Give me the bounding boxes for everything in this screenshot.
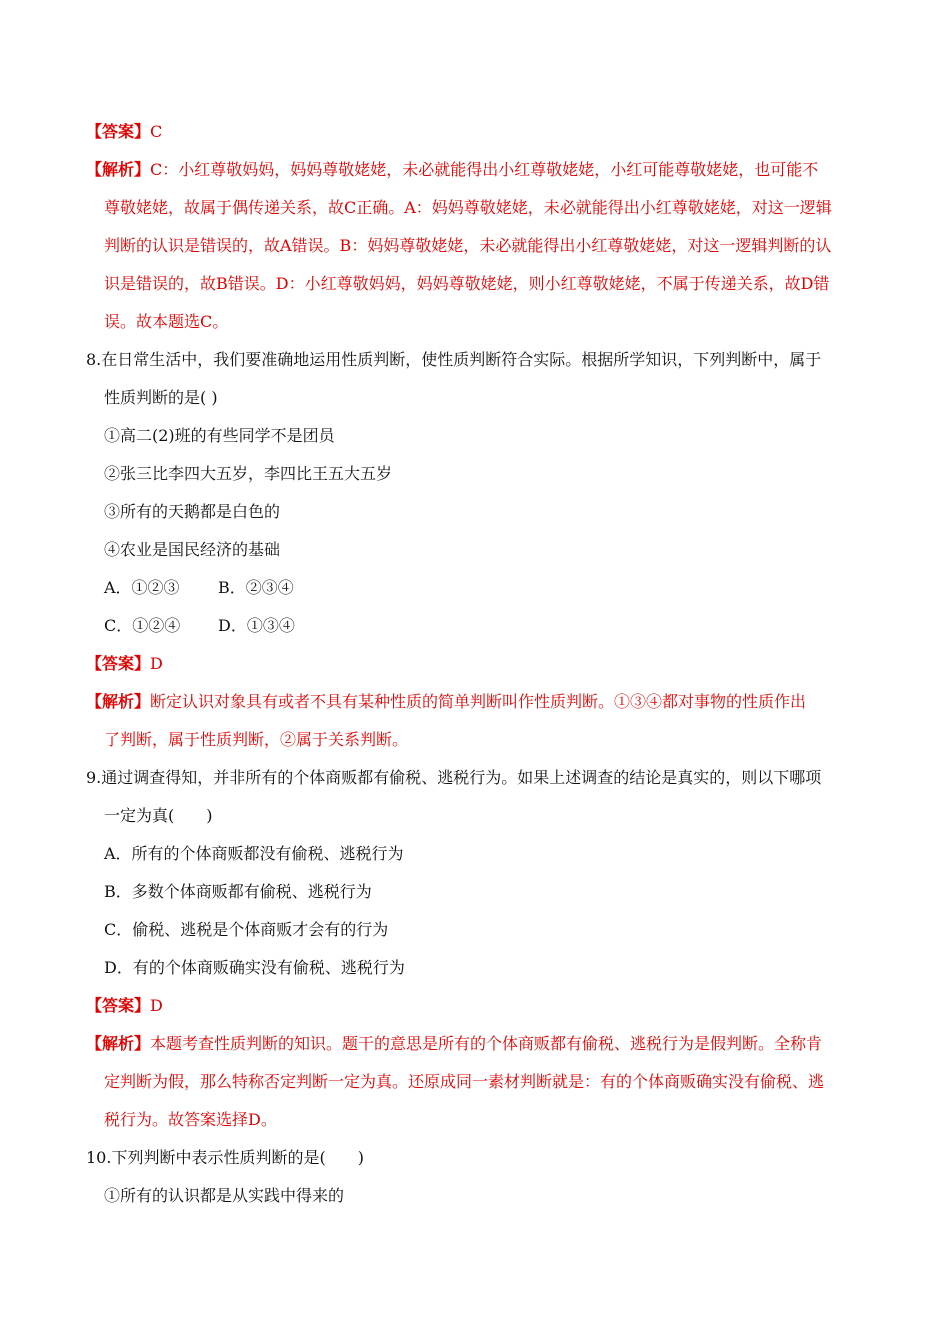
q8-analysis-line-1: 【解析】断定认识对象具有或者不具有某种性质的简单判断叫作性质判断。①③④都对事物的性质作出 <box>86 692 807 711</box>
q9-stem-line-1: 9.通过调查得知，并非所有的个体商贩都有偷税、逃税行为。如果上述调查的结论是真实的，则以下哪项 <box>86 768 822 787</box>
q7-analysis-line-4: 识是错误的，故B错误。D：小红尊敬妈妈，妈妈尊敬姥姥，则小红尊敬姥姥，不属于传递关系，故D错 <box>104 274 830 293</box>
q8-item-1: ①高二(2)班的有些同学不是团员 <box>104 426 335 445</box>
q9-analysis-line-2: 定判断为假，那么特称否定判断一定为真。还原成同一素材判断就是：有的个体商贩确实没有偷税、逃 <box>104 1072 825 1091</box>
q9-option-d: D．有的个体商贩确实没有偷税、逃税行为 <box>104 958 405 977</box>
analysis-tag: 【解析】 <box>86 1034 151 1053</box>
q10-item-1: ①所有的认识都是从实践中得来的 <box>104 1186 345 1205</box>
q9-answer <box>86 996 163 1016</box>
q7-analysis-line-5: 误。故本题选C。 <box>104 312 229 331</box>
q8-answer <box>86 654 163 674</box>
answer-tag: 【答案】 <box>86 654 151 673</box>
q9-answer-value: D <box>150 996 163 1015</box>
q8-analysis-line-2: 了判断，属于性质判断，②属于关系判断。 <box>104 730 409 749</box>
q8-item-4: ④农业是国民经济的基础 <box>104 540 281 559</box>
q9-analysis-line-1: 【解析】本题考查性质判断的知识。题干的意思是所有的个体商贩都有偷税、逃税行为是假判断。全称肯 <box>86 1034 823 1053</box>
analysis-tag: 【解析】 <box>86 692 151 711</box>
q7-answer <box>86 122 162 142</box>
q8-item-2: ②张三比李四大五岁，李四比王五大五岁 <box>104 464 393 483</box>
q10-stem: 10.下列判断中表示性质判断的是( ) <box>86 1148 364 1167</box>
q7-analysis-line-1: 【解析】C：小红尊敬妈妈，妈妈尊敬姥姥，未必就能得出小红尊敬姥姥，小红可能尊敬姥姥，也可能不 <box>86 160 819 179</box>
q9-stem-line-2: 一定为真( ) <box>104 806 213 825</box>
q9-analysis-line-3: 税行为。故答案选择D。 <box>104 1110 277 1129</box>
q7-analysis-line-2: 尊敬姥姥，故属于偶传递关系，故C正确。A：妈妈尊敬姥姥，未必就能得出小红尊敬姥姥，对这一逻辑 <box>104 198 832 217</box>
q8-item-3: ③所有的天鹅都是白色的 <box>104 502 281 521</box>
answer-tag: 【答案】 <box>86 122 151 141</box>
answer-tag: 【答案】 <box>86 996 151 1015</box>
q7-analysis-line-3: 判断的认识是错误的，故A错误。B：妈妈尊敬姥姥，未必就能得出小红尊敬姥姥，对这一逻辑判断的认 <box>104 236 832 255</box>
q9-option-b: B．多数个体商贩都有偷税、逃税行为 <box>104 882 372 901</box>
q8-stem-line-1: 8.在日常生活中，我们要准确地运用性质判断，使性质判断符合实际。根据所学知识，下列判断中，属于 <box>86 350 822 369</box>
q7-answer-value: C <box>150 122 163 141</box>
q8-option-c: C．①②④ <box>104 616 181 635</box>
analysis-tag: 【解析】 <box>86 160 151 179</box>
q8-answer-value: D <box>150 654 163 673</box>
q8-option-d: D．①③④ <box>218 616 295 635</box>
q9-option-c: C．偷税、逃税是个体商贩才会有的行为 <box>104 920 389 939</box>
q8-stem-line-2: 性质判断的是( ) <box>104 388 218 407</box>
q8-option-b: B．②③④ <box>218 578 294 597</box>
q9-option-a: A．所有的个体商贩都没有偷税、逃税行为 <box>104 844 404 863</box>
q8-option-a: A．①②③ <box>104 578 180 597</box>
